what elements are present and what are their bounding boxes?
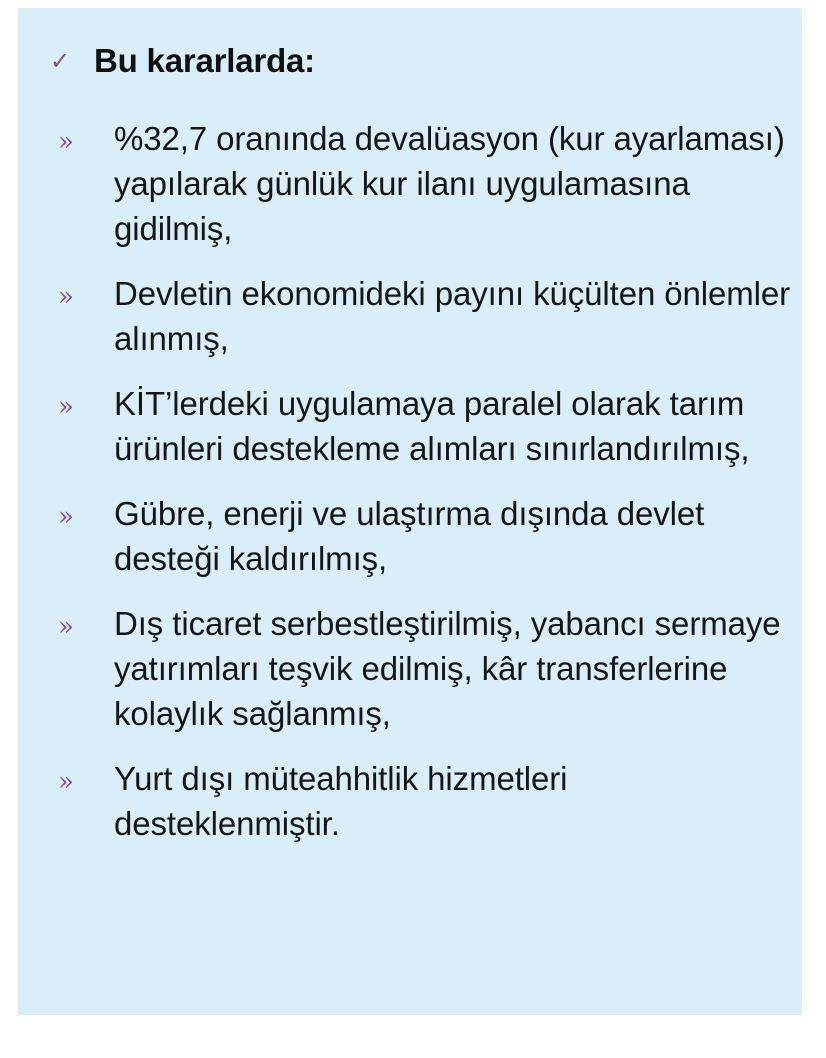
list-item-text: KİT’lerdeki uygulamaya paralel olarak tarım ürünleri destekleme alımları sınırlandırılmış, (114, 385, 750, 467)
list-item (58, 116, 798, 251)
bullet-icon: » (58, 282, 74, 312)
list-item-text: Gübre, enerji ve ulaştırma dışında devlet desteği kaldırılmış, (114, 495, 705, 577)
list-item-text: %32,7 oranında devalüasyon (kur ayarlaması) yapılarak günlük kur ilanı uygulamasına gidilmiş, (114, 120, 785, 247)
info-panel (18, 8, 802, 1015)
bullet-icon: » (58, 127, 74, 157)
list-item (58, 756, 798, 846)
list-item (58, 491, 798, 581)
list-item (58, 601, 798, 736)
bullet-icon: » (58, 392, 74, 422)
checkmark-icon: ✓ (50, 47, 71, 75)
decision-list (58, 116, 798, 866)
list-item-text: Dış ticaret serbestleştirilmiş, yabancı sermaye yatırımları teşvik edilmiş, kâr transferlerine kolaylık sağlanmış, (114, 605, 781, 732)
section-heading: Bu kararlarda: (94, 42, 315, 79)
list-item (58, 271, 798, 361)
bullet-icon: » (58, 502, 74, 532)
list-item (58, 381, 798, 471)
list-item-text: Yurt dışı müteahhitlik hizmetleri desteklenmiştir. (114, 760, 568, 842)
heading-row (50, 42, 315, 80)
bullet-icon: » (58, 767, 74, 797)
bullet-icon: » (58, 612, 74, 642)
list-item-text: Devletin ekonomideki payını küçülten önlemler alınmış, (114, 275, 791, 357)
